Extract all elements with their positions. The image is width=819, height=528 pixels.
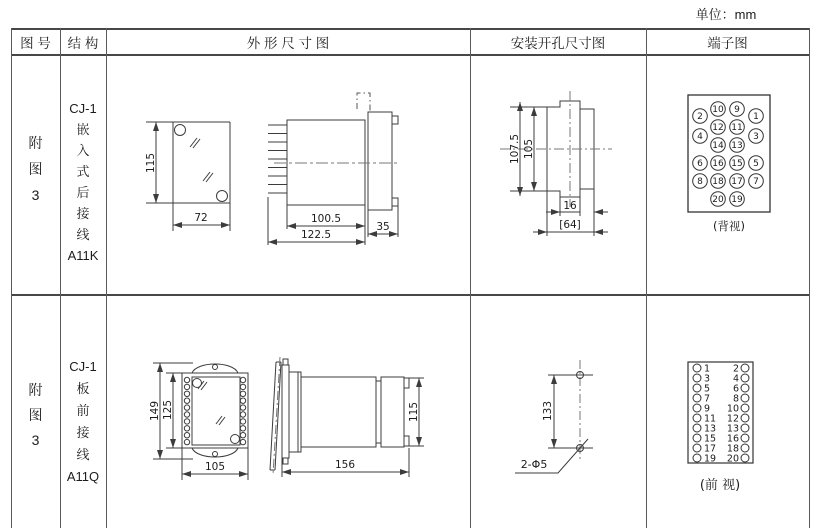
mounting-hole-icon bbox=[175, 125, 186, 136]
svg-text:17: 17 bbox=[704, 443, 717, 455]
mounting-hole-icon bbox=[217, 191, 228, 202]
svg-text:1: 1 bbox=[704, 363, 711, 375]
table-border-col3 bbox=[470, 28, 471, 528]
row1-structure-line: 入 bbox=[76, 143, 90, 158]
row1-figure-number bbox=[11, 130, 60, 208]
svg-text:18: 18 bbox=[726, 443, 739, 455]
svg-text:18: 18 bbox=[712, 177, 724, 187]
svg-text:16: 16 bbox=[726, 433, 739, 445]
header-outline-col: 外 形 尺 寸 图 bbox=[246, 36, 330, 51]
svg-text:2: 2 bbox=[732, 363, 739, 375]
row1-mounting-hole-drawing bbox=[490, 85, 620, 255]
svg-text:10: 10 bbox=[712, 105, 724, 115]
row1-structure-line: 嵌 bbox=[76, 122, 90, 137]
row2-structure-line: A11Q bbox=[66, 469, 100, 484]
dim-hole-spacing: 133 bbox=[542, 400, 554, 422]
unit-label: 单位：mm bbox=[695, 7, 757, 22]
svg-text:17: 17 bbox=[731, 177, 743, 187]
row2-structure bbox=[60, 356, 106, 488]
row2-figure-char: 图 bbox=[28, 407, 43, 423]
dim-cutout-notch-width: 16 bbox=[563, 200, 577, 212]
svg-text:3: 3 bbox=[704, 373, 711, 385]
svg-text:20: 20 bbox=[726, 453, 739, 465]
dim-cutout-inner-height: 105 bbox=[523, 138, 535, 160]
svg-text:9: 9 bbox=[734, 105, 740, 115]
row2-structure-line: 前 bbox=[76, 403, 90, 418]
row1-structure-line: 接 bbox=[76, 206, 90, 221]
dim-side-length: 156 bbox=[334, 459, 356, 471]
svg-text:13: 13 bbox=[726, 423, 739, 435]
row1-outline-front-drawing bbox=[130, 85, 260, 253]
row1-structure-line: 线 bbox=[76, 227, 90, 242]
row2-structure-line: 接 bbox=[76, 425, 90, 440]
mounting-hole-icon bbox=[231, 435, 240, 444]
dim-cutout-overall-width: [64] bbox=[559, 219, 581, 231]
row2-figure-char: 3 bbox=[31, 432, 40, 448]
svg-text:19: 19 bbox=[731, 195, 743, 205]
dim-cutout-outer-height: 107.5 bbox=[509, 133, 521, 165]
row1-figure-char: 3 bbox=[31, 187, 40, 203]
terminal-pins-icon bbox=[268, 125, 287, 193]
svg-text:9: 9 bbox=[704, 403, 711, 415]
svg-text:20: 20 bbox=[712, 195, 724, 205]
glass-hatch-icon bbox=[198, 381, 225, 425]
mounting-flange-arcs bbox=[192, 364, 238, 457]
row2-figure-char: 附 bbox=[28, 382, 43, 398]
row2-structure-line: CJ-1 bbox=[69, 359, 97, 374]
table-border-header-bottom bbox=[11, 54, 810, 56]
hole-size-label: 2-Φ5 bbox=[520, 458, 548, 471]
row1-structure-line: A11K bbox=[67, 248, 99, 263]
svg-text:8: 8 bbox=[732, 393, 739, 405]
row2-figure-number bbox=[11, 378, 60, 453]
svg-text:6: 6 bbox=[732, 383, 739, 395]
dim-side-height: 115 bbox=[408, 401, 420, 423]
glass-hatch-icon bbox=[190, 138, 213, 182]
header-figure-col: 图 号 bbox=[20, 36, 51, 51]
dim-front-width: 72 bbox=[194, 212, 208, 224]
row2-outline-front-drawing bbox=[140, 340, 270, 490]
terminal-view-caption: (前 视) bbox=[699, 478, 741, 493]
handle-centerline bbox=[357, 93, 370, 111]
svg-text:12: 12 bbox=[726, 413, 739, 425]
terminal-view-caption: (背视) bbox=[713, 219, 745, 233]
centerline bbox=[273, 357, 280, 475]
dim-side-body: 100.5 bbox=[310, 213, 342, 225]
row2-mounting-hole-drawing bbox=[500, 340, 620, 500]
svg-text:6: 6 bbox=[697, 159, 703, 169]
table-border-col4 bbox=[646, 28, 647, 528]
svg-text:13: 13 bbox=[731, 141, 743, 151]
terminal-circles bbox=[693, 364, 749, 462]
table-border-row-separator bbox=[11, 294, 810, 296]
row2-structure-line: 板 bbox=[76, 381, 90, 396]
svg-text:8: 8 bbox=[697, 177, 703, 187]
svg-text:11: 11 bbox=[704, 413, 717, 425]
panel-section bbox=[270, 362, 281, 470]
header-terminal-col: 端子图 bbox=[707, 36, 748, 51]
row1-structure-line: 后 bbox=[76, 185, 90, 200]
svg-text:15: 15 bbox=[731, 159, 743, 169]
row1-outline-side-drawing bbox=[260, 85, 410, 253]
terminal-numbers bbox=[704, 364, 739, 465]
header-mounting-col: 安装开孔尺寸图 bbox=[510, 36, 606, 51]
svg-text:4: 4 bbox=[732, 373, 739, 385]
row2-outline-side-drawing bbox=[265, 340, 435, 490]
row2-terminal-diagram bbox=[680, 355, 812, 505]
row1-figure-char: 图 bbox=[28, 161, 43, 177]
svg-text:1: 1 bbox=[753, 112, 759, 122]
table-border-left bbox=[11, 28, 12, 528]
svg-text:11: 11 bbox=[731, 123, 743, 133]
dim-front-width: 105 bbox=[204, 461, 226, 473]
table-border-col2 bbox=[106, 28, 107, 528]
row1-structure-line: 式 bbox=[76, 164, 90, 179]
svg-text:13: 13 bbox=[704, 423, 717, 435]
row1-structure-line: CJ-1 bbox=[69, 101, 97, 116]
row1-structure bbox=[60, 98, 106, 266]
dim-side-flange: 35 bbox=[376, 221, 390, 233]
header-structure-col: 结 构 bbox=[67, 36, 99, 51]
svg-text:5: 5 bbox=[704, 383, 711, 395]
svg-text:7: 7 bbox=[704, 393, 711, 405]
svg-text:14: 14 bbox=[712, 141, 724, 151]
dim-front-height: 115 bbox=[145, 152, 157, 174]
svg-text:5: 5 bbox=[753, 159, 759, 169]
svg-text:4: 4 bbox=[697, 132, 703, 142]
svg-text:2: 2 bbox=[697, 112, 703, 122]
svg-text:10: 10 bbox=[726, 403, 739, 415]
dim-front-height: 149 bbox=[149, 400, 161, 422]
svg-text:19: 19 bbox=[704, 453, 717, 465]
svg-text:12: 12 bbox=[712, 123, 724, 133]
svg-text:7: 7 bbox=[753, 177, 759, 187]
dim-side-overall: 122.5 bbox=[300, 229, 332, 241]
row1-terminal-diagram bbox=[680, 90, 812, 242]
row1-figure-char: 附 bbox=[28, 135, 43, 151]
row2-structure-line: 线 bbox=[76, 447, 90, 462]
dim-front-inner: 125 bbox=[162, 399, 174, 421]
svg-text:15: 15 bbox=[704, 433, 717, 445]
svg-text:3: 3 bbox=[753, 132, 759, 142]
svg-text:16: 16 bbox=[712, 159, 724, 169]
